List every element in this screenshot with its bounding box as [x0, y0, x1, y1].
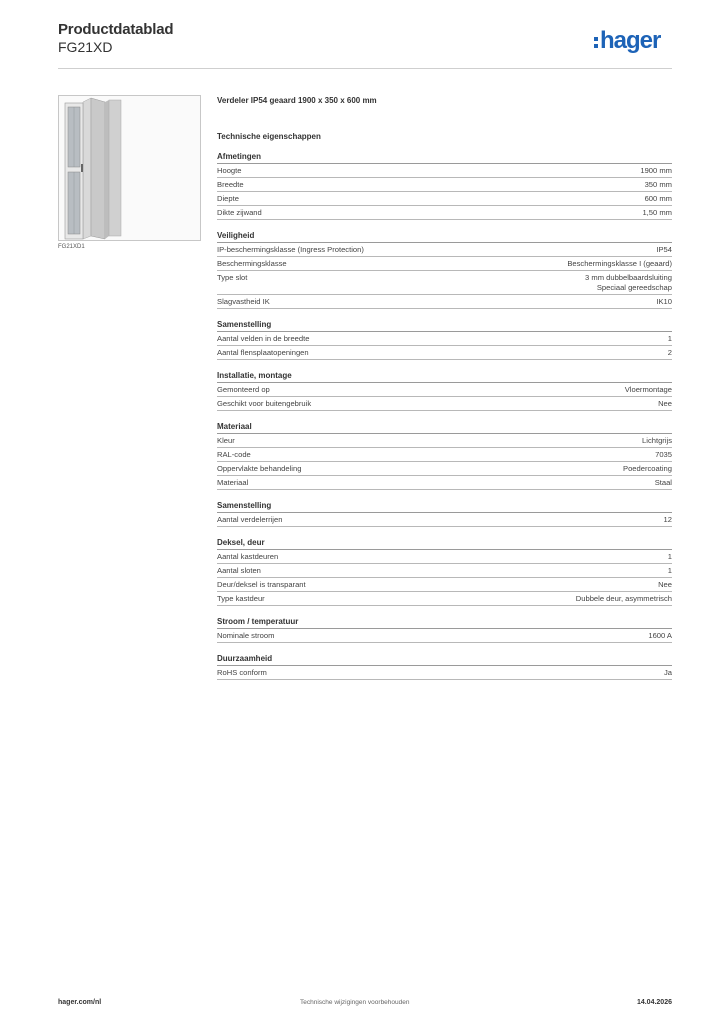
logo-wordmark: hager: [600, 27, 661, 54]
spec-label: Slagvastheid IK: [217, 297, 270, 306]
spec-section: [217, 537, 672, 606]
image-caption: FG21XD1: [58, 244, 85, 250]
spec-row: [217, 243, 672, 257]
spec-row: [217, 578, 672, 592]
spec-section-title: Samenstelling: [217, 319, 672, 332]
spec-row: [217, 666, 672, 680]
spec-row: [217, 271, 672, 295]
spec-label: Aantal flensplaatopeningen: [217, 348, 309, 357]
hager-logo[interactable]: [594, 28, 660, 56]
spec-label: RoHS conform: [217, 668, 267, 677]
product-name: Verdeler IP54 geaard 1900 x 350 x 600 mm: [217, 96, 377, 105]
spec-row: [217, 257, 672, 271]
spec-label: Type kastdeur: [217, 594, 265, 603]
spec-value: 1600 A: [648, 631, 672, 640]
spec-row: [217, 346, 672, 360]
spec-label: Aantal sloten: [217, 566, 261, 575]
spec-label: Beschermingsklasse: [217, 259, 287, 268]
spec-value: IK10: [656, 297, 672, 306]
footer-website-link[interactable]: hager.com/nl: [58, 999, 102, 1006]
product-image: [58, 95, 201, 241]
spec-value: Vloermontage: [624, 385, 672, 394]
spec-value: 1: [667, 566, 672, 575]
spec-row: [217, 383, 672, 397]
spec-label: Type slot: [217, 273, 248, 282]
spec-value: 600 mm: [644, 194, 672, 203]
spec-label: Gemonteerd op: [217, 385, 270, 394]
spec-value: 3 mm dubbelbaardsluiting Speciaal gereedschap: [585, 273, 672, 292]
technical-properties-heading: Technische eigenschappen: [217, 132, 321, 141]
spec-label: IP-beschermingsklasse (Ingress Protection): [217, 245, 364, 254]
spec-label: Dikte zijwand: [217, 208, 262, 217]
spec-label: Diepte: [217, 194, 239, 203]
spec-row: [217, 434, 672, 448]
footer-disclaimer: Technische wijzigingen voorbehouden: [300, 999, 410, 1006]
spec-row: [217, 164, 672, 178]
spec-section-title: Duurzaamheid: [217, 653, 672, 666]
spec-section: [217, 370, 672, 411]
spec-label: Hoogte: [217, 166, 242, 175]
spec-row: [217, 178, 672, 192]
spec-label: Oppervlakte behandeling: [217, 464, 302, 473]
spec-row: [217, 332, 672, 346]
spec-label: Aantal kastdeuren: [217, 552, 279, 561]
spec-label: Kleur: [217, 436, 235, 445]
spec-section: [217, 230, 672, 309]
spec-value: 12: [663, 515, 672, 524]
spec-value: 1: [667, 552, 672, 561]
spec-row: [217, 476, 672, 490]
spec-row: [217, 550, 672, 564]
spec-value: Beschermingsklasse I (geaard): [567, 259, 672, 268]
spec-section-title: Samenstelling: [217, 500, 672, 513]
spec-section: [217, 500, 672, 527]
spec-row: [217, 295, 672, 309]
spec-value: 7035: [655, 450, 672, 459]
product-code: FG21XD: [58, 39, 113, 55]
spec-row: [217, 513, 672, 527]
spec-row: [217, 192, 672, 206]
spec-section: [217, 616, 672, 643]
footer-date: 14.04.2026: [636, 999, 672, 1006]
spec-label: Aantal velden in de breedte: [217, 334, 310, 343]
spec-section-title: Materiaal: [217, 421, 672, 434]
spec-value: Lichtgrijs: [642, 436, 672, 445]
header-divider: [58, 68, 672, 69]
spec-section-title: Stroom / temperatuur: [217, 616, 672, 629]
spec-label: Aantal verdelerrijen: [217, 515, 283, 524]
spec-value: Ja: [663, 668, 672, 677]
spec-row: [217, 448, 672, 462]
spec-section: [217, 319, 672, 360]
spec-label: Deur/deksel is transparant: [217, 580, 306, 589]
spec-value: 1,50 mm: [642, 208, 672, 217]
spec-value: 1900 mm: [640, 166, 672, 175]
spec-section-title: Installatie, montage: [217, 370, 672, 383]
spec-section: [217, 421, 672, 490]
spec-label: Breedte: [217, 180, 244, 189]
spec-label: Materiaal: [217, 478, 249, 487]
spec-value: 1: [667, 334, 672, 343]
spec-label: Geschikt voor buitengebruik: [217, 399, 312, 408]
spec-sections: [217, 151, 672, 680]
spec-value: Dubbele deur, asymmetrisch: [575, 594, 672, 603]
spec-label: Nominale stroom: [217, 631, 275, 640]
spec-row: [217, 564, 672, 578]
spec-row: [217, 397, 672, 411]
logo-dots-icon: [594, 31, 598, 53]
spec-row: [217, 206, 672, 220]
spec-section: [217, 151, 672, 220]
spec-label: RAL-code: [217, 450, 251, 459]
page-title: Productdatablad: [58, 21, 174, 38]
spec-value: 2: [667, 348, 672, 357]
spec-value: Staal: [654, 478, 672, 487]
spec-section: [217, 653, 672, 680]
spec-value: 350 mm: [644, 180, 672, 189]
spec-section-title: Deksel, deur: [217, 537, 672, 550]
spec-value: IP54: [656, 245, 672, 254]
product-spec-panel: [217, 95, 672, 680]
spec-value: Nee: [658, 399, 672, 408]
spec-row: [217, 629, 672, 643]
spec-section-title: Veiligheid: [217, 230, 672, 243]
spec-section-title: Afmetingen: [217, 151, 672, 164]
cabinet-illustration-icon: [59, 96, 200, 240]
spec-row: [217, 462, 672, 476]
spec-value: Poedercoating: [623, 464, 672, 473]
spec-row: [217, 592, 672, 606]
spec-value: Nee: [658, 580, 672, 589]
